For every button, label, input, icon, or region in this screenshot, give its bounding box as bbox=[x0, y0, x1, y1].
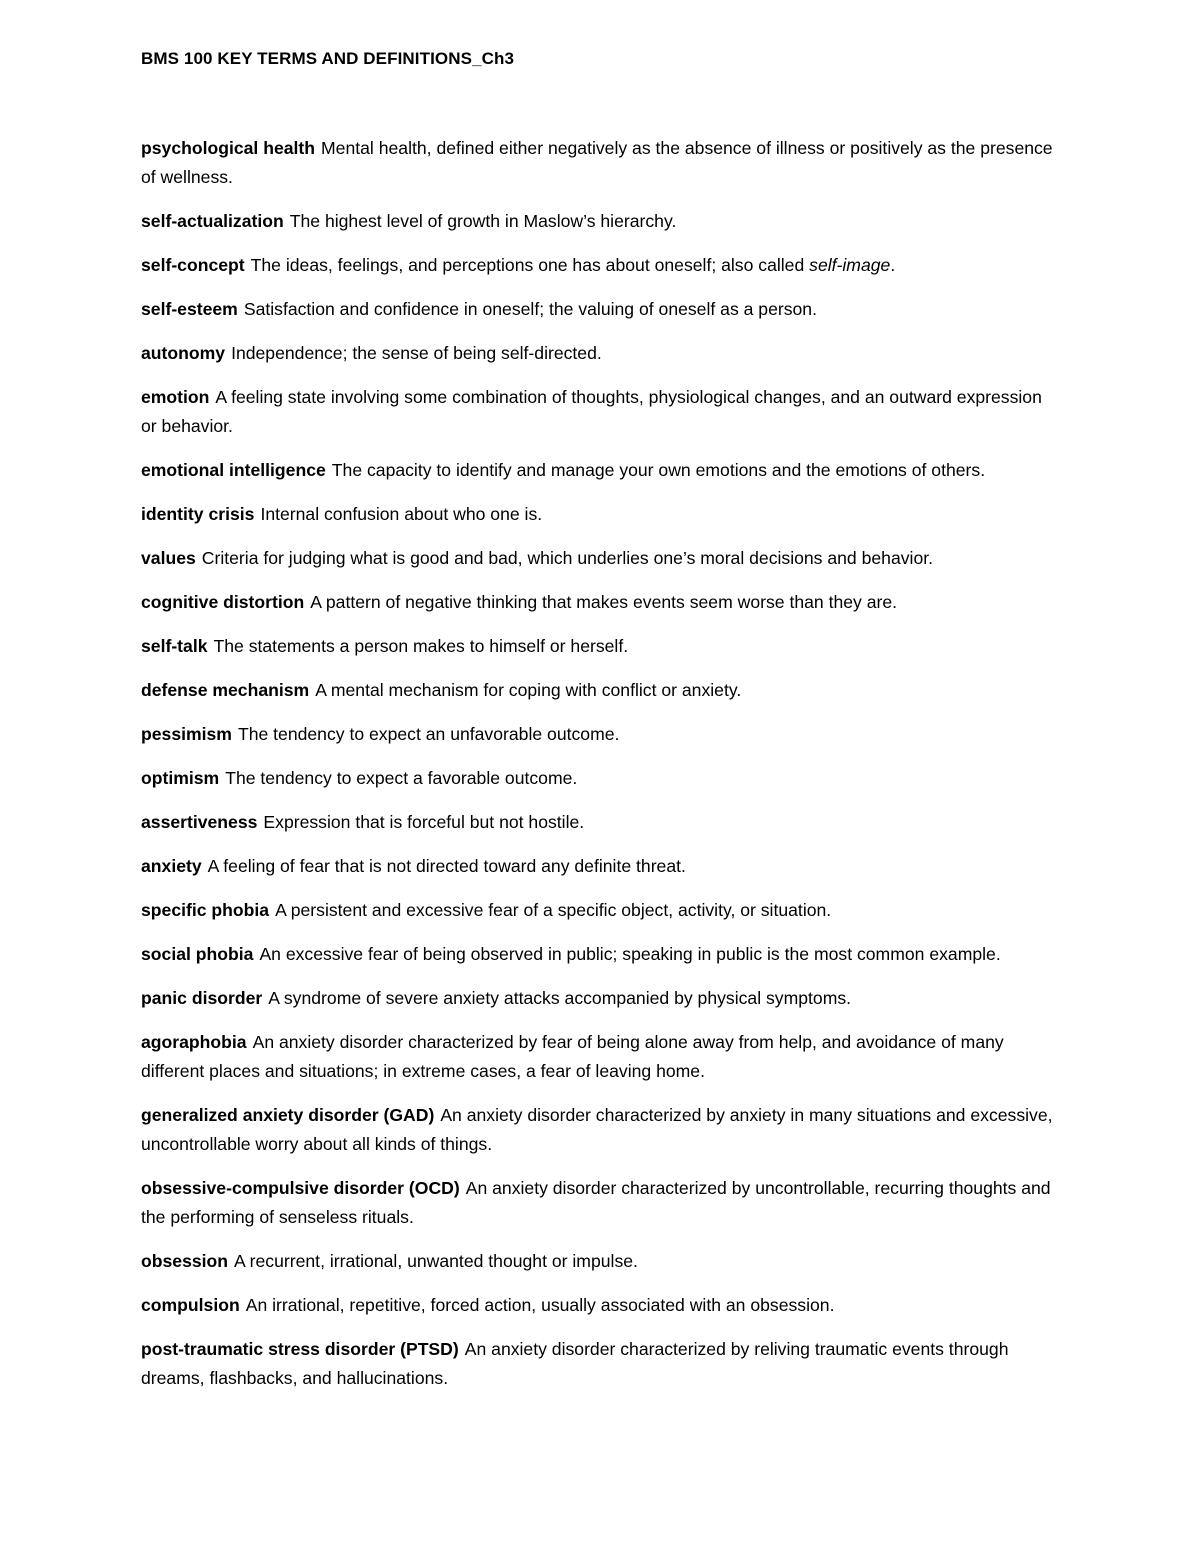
entry-term: optimism bbox=[141, 768, 220, 788]
glossary-entry bbox=[141, 1101, 1061, 1159]
entry-definition: A feeling state involving some combination of thoughts, physiological changes, and an outward expression or behavior. bbox=[141, 387, 1042, 436]
entry-definition: Mental health, defined either negatively as the absence of illness or positively as the presence of wellness. bbox=[141, 138, 1053, 187]
entry-definition: A persistent and excessive fear of a specific object, activity, or situation. bbox=[275, 900, 832, 920]
entry-definition-suffix: . bbox=[890, 255, 896, 275]
entry-term: defense mechanism bbox=[141, 680, 310, 700]
glossary-entry bbox=[141, 134, 1061, 192]
entry-term: self-esteem bbox=[141, 299, 238, 319]
glossary-entry bbox=[141, 940, 1061, 969]
entry-definition: The highest level of growth in Maslow’s hierarchy. bbox=[289, 211, 677, 231]
glossary-entry bbox=[141, 500, 1061, 529]
entry-definition: Independence; the sense of being self-directed. bbox=[231, 343, 602, 363]
entry-term: identity crisis bbox=[141, 504, 255, 524]
glossary-entry bbox=[141, 632, 1061, 661]
glossary-entry bbox=[141, 1174, 1061, 1232]
entry-definition: The capacity to identify and manage your own emotions and the emotions of others. bbox=[331, 460, 986, 480]
entry-term: specific phobia bbox=[141, 900, 270, 920]
glossary-entry bbox=[141, 676, 1061, 705]
glossary-entry bbox=[141, 456, 1061, 485]
entry-definition: An irrational, repetitive, forced action, usually associated with an obsession. bbox=[245, 1295, 835, 1315]
entry-term: post-traumatic stress disorder (PTSD) bbox=[141, 1339, 459, 1359]
entry-term: obsessive-compulsive disorder (OCD) bbox=[141, 1178, 460, 1198]
glossary-entry bbox=[141, 207, 1061, 236]
entry-definition: The tendency to expect a favorable outcome. bbox=[225, 768, 578, 788]
glossary-entry bbox=[141, 251, 1061, 280]
entry-term: psychological health bbox=[141, 138, 316, 158]
glossary-entry bbox=[141, 1247, 1061, 1276]
glossary-entry bbox=[141, 808, 1061, 837]
entry-term: agoraphobia bbox=[141, 1032, 247, 1052]
glossary-entry bbox=[141, 544, 1061, 573]
entry-definition: A mental mechanism for coping with conflict or anxiety. bbox=[315, 680, 742, 700]
entry-term: autonomy bbox=[141, 343, 226, 363]
entry-term: social phobia bbox=[141, 944, 254, 964]
entry-term: obsession bbox=[141, 1251, 229, 1271]
entry-term: self-concept bbox=[141, 255, 245, 275]
entry-definition: The tendency to expect an unfavorable outcome. bbox=[237, 724, 620, 744]
glossary-entry bbox=[141, 764, 1061, 793]
entry-definition: Criteria for judging what is good and bad, which underlies one’s moral decisions and behavior. bbox=[201, 548, 934, 568]
entry-term: cognitive distortion bbox=[141, 592, 305, 612]
entry-definition: An anxiety disorder characterized by anxiety in many situations and excessive, uncontrollable worry about all kinds of things. bbox=[141, 1105, 1053, 1154]
glossary-entry bbox=[141, 1028, 1061, 1086]
glossary-entry bbox=[141, 896, 1061, 925]
entry-definition: Expression that is forceful but not hostile. bbox=[263, 812, 585, 832]
entry-definition: A pattern of negative thinking that makes events seem worse than they are. bbox=[310, 592, 898, 612]
glossary-entry bbox=[141, 852, 1061, 881]
entry-term: compulsion bbox=[141, 1295, 240, 1315]
entry-term: emotional intelligence bbox=[141, 460, 326, 480]
entry-definition: A recurrent, irrational, unwanted thought or impulse. bbox=[234, 1251, 638, 1271]
entry-term: self-actualization bbox=[141, 211, 284, 231]
entry-definition: A syndrome of severe anxiety attacks accompanied by physical symptoms. bbox=[268, 988, 852, 1008]
glossary-entry bbox=[141, 984, 1061, 1013]
glossary-entry bbox=[141, 383, 1061, 441]
entry-definition-italic: self-image bbox=[809, 255, 891, 275]
glossary-entry bbox=[141, 588, 1061, 617]
entry-term: values bbox=[141, 548, 196, 568]
glossary-entry bbox=[141, 1335, 1061, 1393]
entry-definition: Internal confusion about who one is. bbox=[260, 504, 543, 524]
entry-term: pessimism bbox=[141, 724, 232, 744]
entry-definition: A feeling of fear that is not directed toward any definite threat. bbox=[207, 856, 686, 876]
entry-term: emotion bbox=[141, 387, 210, 407]
entry-term: anxiety bbox=[141, 856, 202, 876]
glossary-entry bbox=[141, 1291, 1061, 1320]
entry-definition: The statements a person makes to himself or herself. bbox=[213, 636, 629, 656]
entry-definition: An anxiety disorder characterized by reliving traumatic events through dreams, flashbacks, and hallucinations. bbox=[141, 1339, 1009, 1388]
entry-term: generalized anxiety disorder (GAD) bbox=[141, 1105, 435, 1125]
entry-definition: An anxiety disorder characterized by fear of being alone away from help, and avoidance of many different places and situations; in extreme cases, a fear of leaving home. bbox=[141, 1032, 1004, 1081]
entry-definition: The ideas, feelings, and perceptions one has about oneself; also called bbox=[250, 255, 805, 275]
entry-term: panic disorder bbox=[141, 988, 263, 1008]
entry-definition: An excessive fear of being observed in public; speaking in public is the most common example. bbox=[259, 944, 1001, 964]
glossary-entry bbox=[141, 720, 1061, 749]
entry-definition: An anxiety disorder characterized by uncontrollable, recurring thoughts and the performing of senseless rituals. bbox=[141, 1178, 1051, 1227]
glossary-entry bbox=[141, 339, 1061, 368]
glossary-list bbox=[141, 134, 1061, 1408]
document-title: BMS 100 KEY TERMS AND DEFINITIONS_Ch3 bbox=[141, 49, 515, 68]
entry-term: self-talk bbox=[141, 636, 208, 656]
glossary-entry bbox=[141, 295, 1061, 324]
entry-definition: Satisfaction and confidence in oneself; the valuing of oneself as a person. bbox=[243, 299, 817, 319]
entry-term: assertiveness bbox=[141, 812, 258, 832]
